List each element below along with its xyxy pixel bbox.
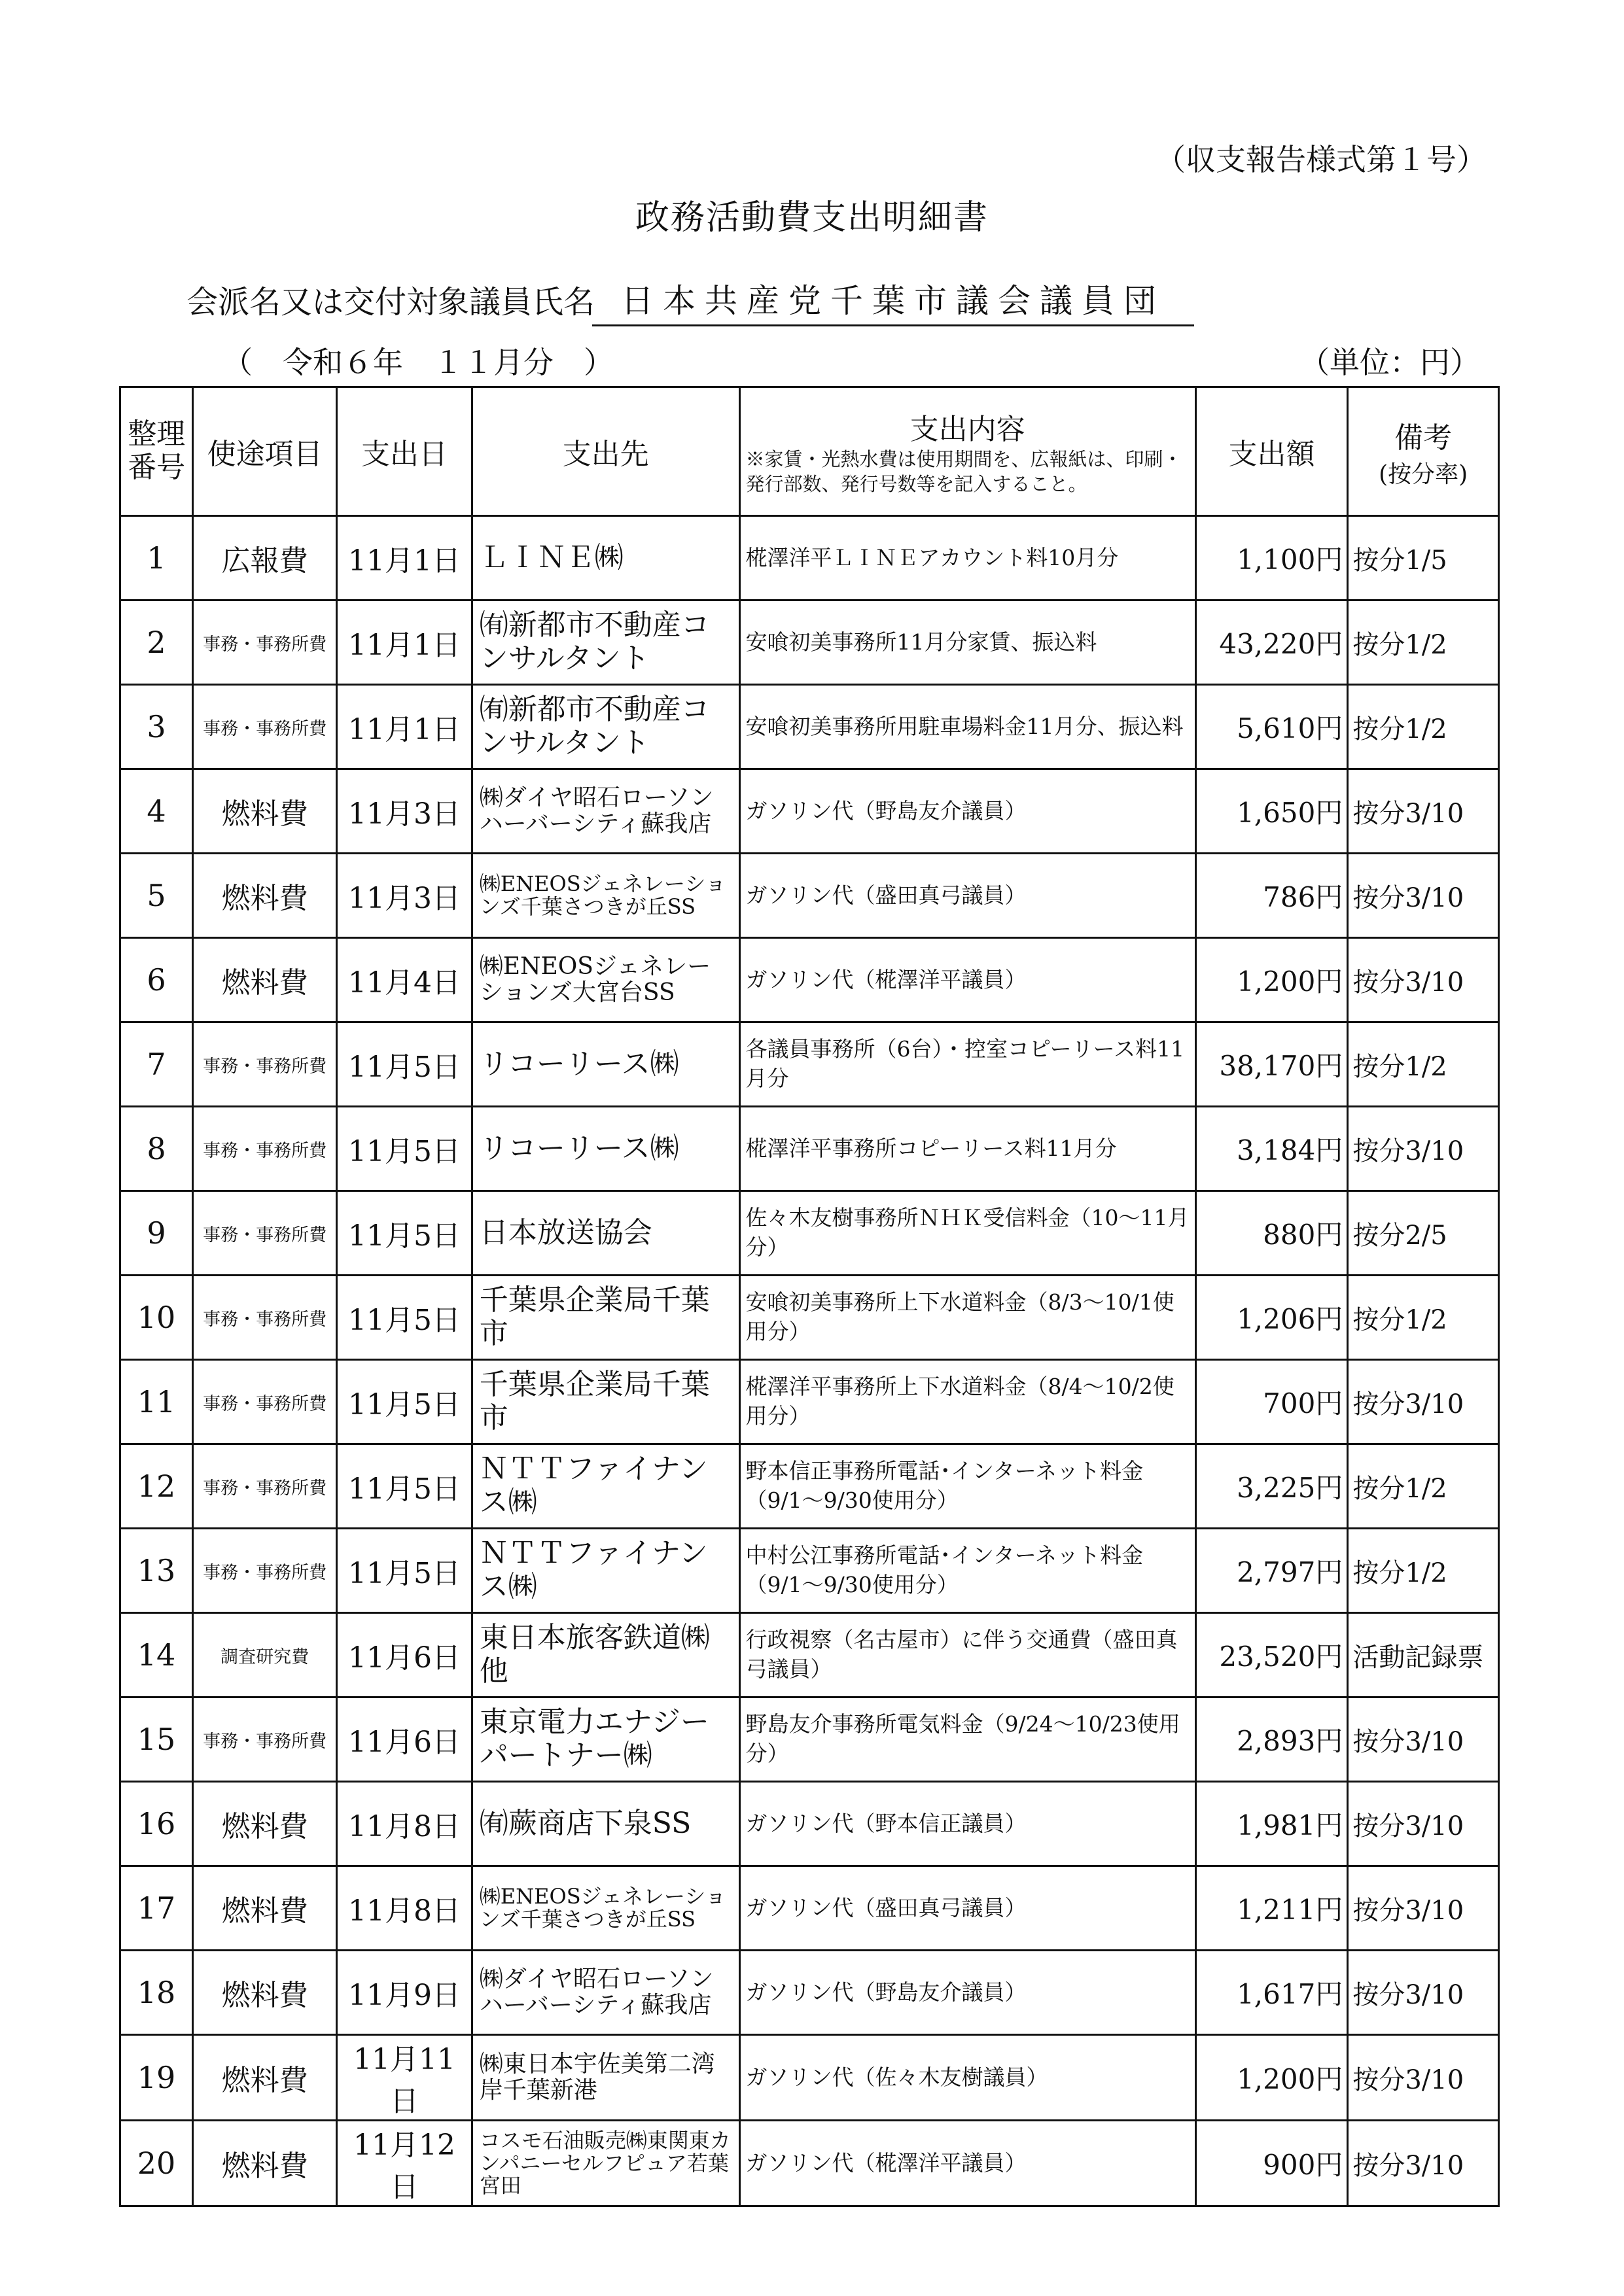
row-number: 3	[120, 685, 193, 769]
table-row	[120, 1276, 1499, 1360]
group-name-value: 日本共産党千葉市議会議員団	[592, 275, 1194, 326]
row-amount: 1,617円	[1195, 1951, 1348, 2035]
row-payee: 千葉県企業局千葉市	[472, 1276, 739, 1360]
table-row	[120, 1107, 1499, 1191]
row-number: 2	[120, 600, 193, 685]
row-payee: 千葉県企業局千葉市	[472, 1360, 739, 1444]
row-description: 椛澤洋平ＬＩＮＥアカウント料10月分	[739, 516, 1195, 600]
col-header-amount: 支出額	[1195, 387, 1348, 516]
row-description: ガソリン代（盛田真弓議員）	[739, 1866, 1195, 1951]
table-row	[120, 1360, 1499, 1444]
row-amount: 2,893円	[1195, 1697, 1348, 1782]
row-category: 広報費	[193, 516, 337, 600]
table-row	[120, 769, 1499, 854]
row-number: 4	[120, 769, 193, 854]
row-description: ガソリン代（野島友介議員）	[739, 1951, 1195, 2035]
row-number: 14	[120, 1613, 193, 1697]
row-amount: 786円	[1195, 854, 1348, 938]
row-description: ガソリン代（椛澤洋平議員）	[739, 2121, 1195, 2206]
table-row	[120, 1613, 1499, 1697]
table-row	[120, 1866, 1499, 1951]
row-payee: ㈱ENEOSジェネレーションズ大宮台SS	[472, 938, 739, 1022]
row-date: 11月5日	[337, 1276, 472, 1360]
row-date: 11月12日	[337, 2121, 472, 2206]
row-number: 11	[120, 1360, 193, 1444]
row-category: 燃料費	[193, 938, 337, 1022]
reporting-period: （ 令和６年 １１月分 ）	[222, 345, 614, 380]
row-category: 事務・事務所費	[193, 1697, 337, 1782]
row-date: 11月9日	[337, 1951, 472, 2035]
row-note: 按分3/10	[1348, 1951, 1499, 2035]
row-amount: 900円	[1195, 2121, 1348, 2206]
row-category: 燃料費	[193, 854, 337, 938]
row-payee: ㈱ダイヤ昭石ローソンハーバーシティ蘇我店	[472, 769, 739, 854]
row-date: 11月3日	[337, 769, 472, 854]
row-amount: 23,520円	[1195, 1613, 1348, 1697]
row-note: 按分3/10	[1348, 854, 1499, 938]
row-description: 行政視察（名古屋市）に伴う交通費（盛田真弓議員）	[739, 1613, 1195, 1697]
row-number: 12	[120, 1444, 193, 1529]
table-row	[120, 854, 1499, 938]
row-note: 按分3/10	[1348, 1107, 1499, 1191]
row-description: 安喰初美事務所11月分家賃、振込料	[739, 600, 1195, 685]
row-number: 15	[120, 1697, 193, 1782]
row-date: 11月5日	[337, 1529, 472, 1613]
row-date: 11月4日	[337, 938, 472, 1022]
row-amount: 3,184円	[1195, 1107, 1348, 1191]
row-note: 按分1/2	[1348, 1276, 1499, 1360]
table-row	[120, 1782, 1499, 1866]
row-category: 調査研究費	[193, 1613, 337, 1697]
table-row	[120, 938, 1499, 1022]
table-row	[120, 1022, 1499, 1107]
row-payee: ㈲新都市不動産コンサルタント	[472, 600, 739, 685]
row-category: 燃料費	[193, 1782, 337, 1866]
row-number: 5	[120, 854, 193, 938]
row-category: 事務・事務所費	[193, 1529, 337, 1613]
row-number: 19	[120, 2035, 193, 2121]
row-note: 按分1/2	[1348, 1022, 1499, 1107]
row-date: 11月5日	[337, 1022, 472, 1107]
row-date: 11月1日	[337, 516, 472, 600]
row-number: 8	[120, 1107, 193, 1191]
row-amount: 38,170円	[1195, 1022, 1348, 1107]
page-title: 政務活動費支出明細書	[635, 198, 989, 237]
row-payee: ㈱ENEOSジェネレーションズ千葉さつきが丘SS	[472, 854, 739, 938]
description-title: 支出内容	[909, 413, 1025, 447]
form-identifier: （収支報告様式第１号）	[1156, 142, 1487, 177]
row-payee: ＬＩＮＥ㈱	[472, 516, 739, 600]
row-note: 按分1/2	[1348, 600, 1499, 685]
row-category: 事務・事務所費	[193, 1444, 337, 1529]
col-header-date: 支出日	[337, 387, 472, 516]
row-amount: 1,981円	[1195, 1782, 1348, 1866]
row-amount: 43,220円	[1195, 600, 1348, 685]
row-amount: 1,200円	[1195, 938, 1348, 1022]
expenditure-table	[119, 386, 1500, 2207]
col-header-description	[739, 387, 1195, 516]
row-number: 16	[120, 1782, 193, 1866]
row-number: 20	[120, 2121, 193, 2206]
row-number: 7	[120, 1022, 193, 1107]
row-payee: リコーリース㈱	[472, 1107, 739, 1191]
row-date: 11月8日	[337, 1866, 472, 1951]
row-note: 按分3/10	[1348, 1360, 1499, 1444]
row-category: 燃料費	[193, 1866, 337, 1951]
row-payee: 日本放送協会	[472, 1191, 739, 1276]
row-payee: 東日本旅客鉄道㈱他	[472, 1613, 739, 1697]
row-payee: ㈲新都市不動産コンサルタント	[472, 685, 739, 769]
row-date: 11月6日	[337, 1697, 472, 1782]
row-number: 9	[120, 1191, 193, 1276]
row-payee: コスモ石油販売㈱東関東カンパニーセルフピュア若葉宮田	[472, 2121, 739, 2206]
row-description: 野本信正事務所電話･インターネット料金（9/1～9/30使用分）	[739, 1444, 1195, 1529]
row-category: 事務・事務所費	[193, 1191, 337, 1276]
row-category: 燃料費	[193, 2035, 337, 2121]
row-date: 11月5日	[337, 1191, 472, 1276]
row-payee: 東京電力エナジーパートナー㈱	[472, 1697, 739, 1782]
row-number: 17	[120, 1866, 193, 1951]
row-note: 按分3/10	[1348, 1782, 1499, 1866]
row-note: 按分3/10	[1348, 2035, 1499, 2121]
table-row	[120, 1697, 1499, 1782]
currency-unit: （単位：円）	[1299, 345, 1480, 380]
row-description: ガソリン代（椛澤洋平議員）	[739, 938, 1195, 1022]
row-amount: 3,225円	[1195, 1444, 1348, 1529]
table-row	[120, 1444, 1499, 1529]
row-note: 按分1/2	[1348, 1444, 1499, 1529]
row-category: 事務・事務所費	[193, 1022, 337, 1107]
note-title: 備考	[1394, 421, 1453, 455]
row-amount: 1,211円	[1195, 1866, 1348, 1951]
row-amount: 5,610円	[1195, 685, 1348, 769]
row-date: 11月8日	[337, 1782, 472, 1866]
row-category: 事務・事務所費	[193, 1276, 337, 1360]
row-amount: 1,100円	[1195, 516, 1348, 600]
row-note: 按分3/10	[1348, 1697, 1499, 1782]
row-amount: 2,797円	[1195, 1529, 1348, 1613]
row-date: 11月6日	[337, 1613, 472, 1697]
row-note: 按分3/10	[1348, 1866, 1499, 1951]
row-number: 18	[120, 1951, 193, 2035]
row-note: 按分3/10	[1348, 2121, 1499, 2206]
table-row	[120, 685, 1499, 769]
row-amount: 1,200円	[1195, 2035, 1348, 2121]
row-note: 按分2/5	[1348, 1191, 1499, 1276]
row-category: 事務・事務所費	[193, 1360, 337, 1444]
col-header-note	[1348, 387, 1499, 516]
row-number: 6	[120, 938, 193, 1022]
row-date: 11月5日	[337, 1360, 472, 1444]
group-name-label: 会派名又は交付対象議員氏名	[186, 284, 595, 321]
row-description: ガソリン代（佐々木友樹議員）	[739, 2035, 1195, 2121]
row-description: ガソリン代（盛田真弓議員）	[739, 854, 1195, 938]
row-description: 安喰初美事務所用駐車場料金11月分、振込料	[739, 685, 1195, 769]
row-date: 11月1日	[337, 600, 472, 685]
row-category: 事務・事務所費	[193, 1107, 337, 1191]
row-description: 安喰初美事務所上下水道料金（8/3～10/1使用分）	[739, 1276, 1195, 1360]
row-note: 按分1/2	[1348, 685, 1499, 769]
table-header-row	[120, 387, 1499, 516]
row-description: ガソリン代（野本信正議員）	[739, 1782, 1195, 1866]
row-amount: 1,650円	[1195, 769, 1348, 854]
row-payee: ㈱ENEOSジェネレーションズ千葉さつきが丘SS	[472, 1866, 739, 1951]
row-category: 燃料費	[193, 1951, 337, 2035]
row-description: 野島友介事務所電気料金（9/24～10/23使用分）	[739, 1697, 1195, 1782]
table-row	[120, 600, 1499, 685]
row-description: ガソリン代（野島友介議員）	[739, 769, 1195, 854]
table-row	[120, 2121, 1499, 2206]
row-description: 椛澤洋平事務所上下水道料金（8/4～10/2使用分）	[739, 1360, 1195, 1444]
row-payee: リコーリース㈱	[472, 1022, 739, 1107]
row-amount: 880円	[1195, 1191, 1348, 1276]
row-date: 11月5日	[337, 1444, 472, 1529]
row-amount: 1,206円	[1195, 1276, 1348, 1360]
row-number: 10	[120, 1276, 193, 1360]
row-payee: ㈱ダイヤ昭石ローソンハーバーシティ蘇我店	[472, 1951, 739, 2035]
row-payee: ㈱東日本宇佐美第二湾岸千葉新港	[472, 2035, 739, 2121]
row-description: 各議員事務所（6台）・控室コピーリース料11月分	[739, 1022, 1195, 1107]
row-category: 事務・事務所費	[193, 600, 337, 685]
table-row	[120, 2035, 1499, 2121]
row-payee: ＮＴＴファイナンス㈱	[472, 1444, 739, 1529]
row-category: 事務・事務所費	[193, 685, 337, 769]
col-header-no: 整理番号	[120, 387, 193, 516]
col-header-category: 使途項目	[193, 387, 337, 516]
table-row	[120, 1951, 1499, 2035]
row-category: 燃料費	[193, 769, 337, 854]
row-note: 按分1/5	[1348, 516, 1499, 600]
row-payee: ㈲蕨商店下泉SS	[472, 1782, 739, 1866]
row-note: 按分1/2	[1348, 1529, 1499, 1613]
row-note: 活動記録票	[1348, 1613, 1499, 1697]
table-row	[120, 1529, 1499, 1613]
row-description: 椛澤洋平事務所コピーリース料11月分	[739, 1107, 1195, 1191]
row-date: 11月3日	[337, 854, 472, 938]
row-number: 1	[120, 516, 193, 600]
row-description: 中村公江事務所電話･インターネット料金（9/1～9/30使用分）	[739, 1529, 1195, 1613]
row-payee: ＮＴＴファイナンス㈱	[472, 1529, 739, 1613]
row-note: 按分3/10	[1348, 769, 1499, 854]
row-category: 燃料費	[193, 2121, 337, 2206]
row-date: 11月11日	[337, 2035, 472, 2121]
col-header-payee: 支出先	[472, 387, 739, 516]
row-amount: 700円	[1195, 1360, 1348, 1444]
row-date: 11月1日	[337, 685, 472, 769]
row-number: 13	[120, 1529, 193, 1613]
row-description: 佐々木友樹事務所ＮＨＫ受信料金（10～11月分）	[739, 1191, 1195, 1276]
row-date: 11月5日	[337, 1107, 472, 1191]
description-note: ※家賃・光熱水費は使用期間を、広報紙は、印刷・発行部数、発行号数等を記入すること。	[745, 448, 1182, 495]
table-row	[120, 516, 1499, 600]
note-subtitle: (按分率)	[1379, 461, 1468, 488]
row-note: 按分3/10	[1348, 938, 1499, 1022]
table-row	[120, 1191, 1499, 1276]
